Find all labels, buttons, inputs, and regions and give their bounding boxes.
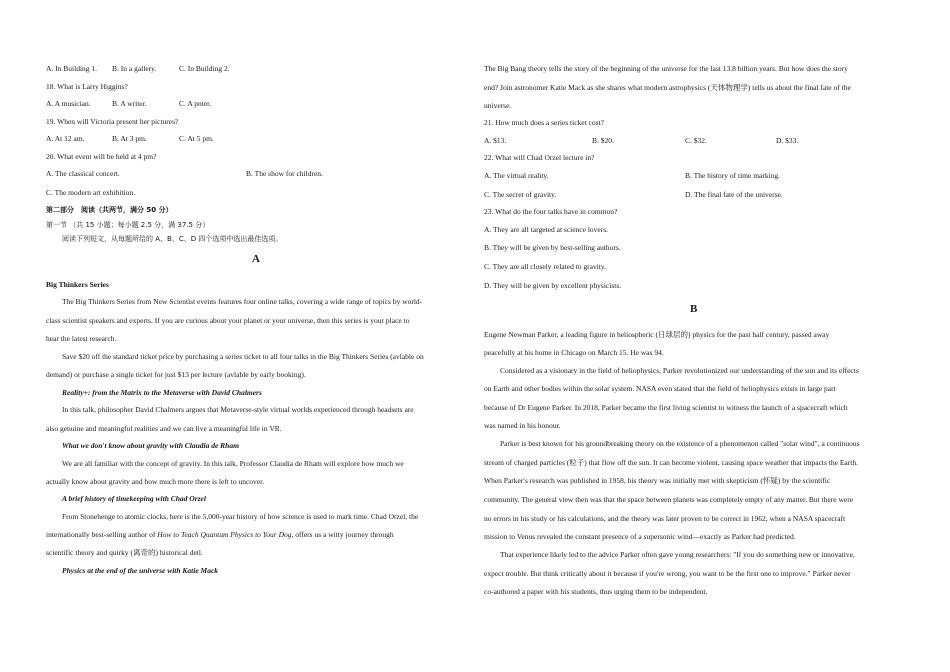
passage-a-letter: A xyxy=(252,253,260,265)
intro-line: hear the latest research. xyxy=(46,334,117,343)
q18-option-a: A. A musician. xyxy=(46,99,91,108)
talk-1-line: In this talk, philosopher David Chalmers argues that Metaverse-style virtual worlds experienced through headsets are xyxy=(62,405,414,414)
talk-4-line: universe. xyxy=(484,101,512,110)
b-para4-line: co-authored a paper with his students, thus urging them to be independent. xyxy=(484,587,708,596)
talk-4-title: Physics at the end of the universe with Katie Mack xyxy=(62,566,219,575)
q17-option-b: B. In a gallery. xyxy=(112,64,157,73)
question-19: 19. When will Victoria present her pictures? xyxy=(46,117,179,126)
question-22: 22. What will Chad Orzel lecture in? xyxy=(484,153,595,162)
q23-option-a: A. They are all targeted at science lovers. xyxy=(484,225,609,234)
passage-b-letter: B xyxy=(690,303,698,315)
q17-option-a: A. In Building 1. xyxy=(46,64,98,73)
talk-3-line: scientific theory and quirky (离奇的) historical detl. xyxy=(46,548,203,557)
talk-2-line: actually know about gravity and how much more there is left to uncover. xyxy=(46,477,265,486)
passage-a-title: Big Thinkers Series xyxy=(46,280,109,289)
q20-option-c: C. The modern art exhibition. xyxy=(46,188,136,197)
q19-option-a: A. At 12 am. xyxy=(46,134,85,143)
intro-line: class scientist speakers and experts. If you are curious about your planet or your universe, then this series is your place to xyxy=(46,316,410,325)
b-para2-line: because of Dr Eugene Parker. In 2018, Parker became the first living scientist to witness the launch of a spacecraft which xyxy=(484,403,848,412)
q17-option-c: C. In Building 2. xyxy=(179,64,230,73)
q20-option-b: B. The show for children. xyxy=(246,169,323,178)
q23-option-c: C. They are all closely related to gravity. xyxy=(484,262,607,271)
part-two-heading: 第二部分 阅读（共两节，满分 50 分） xyxy=(46,206,173,214)
q22-option-b: B. The history of time marking. xyxy=(685,171,781,180)
q19-option-b: B. At 3 pm. xyxy=(112,134,147,143)
question-18: 18. What is Larry Higgins? xyxy=(46,82,128,91)
b-para4-line: That experience likely led to the advice Parker often gave young researchers: "If you do something new or innovative, xyxy=(500,550,855,559)
q20-option-a: A. The classical concert. xyxy=(46,169,120,178)
q22-option-c: C. The secret of gravity. xyxy=(484,190,557,199)
talk-1-line: also genuine and meaningful realities and we can live a meaningful life in VR. xyxy=(46,424,282,433)
b-para3-line: no errors in his study or his calculations, and the theory was later proven to be correct in 1962, when a NASA spacecraft xyxy=(484,514,846,523)
b-para3-line: Parker is best known for his groundbreaking theory on the existence of a phenomenon called "solar wind", a continuous xyxy=(500,439,860,448)
talk-3-line-end: , offers us a witty journey through xyxy=(291,530,394,539)
b-para1-line: peacefully at his home in Chicago on March 15. He was 94. xyxy=(484,348,664,357)
q19-option-c: C. At 5 pm. xyxy=(179,134,214,143)
b-para3-line: community. The general view then was that the space between planets was completely empty of any matter. But there were xyxy=(484,495,854,504)
question-20: 20. What event will be held at 4 pm? xyxy=(46,152,157,161)
talk-3-line-start: internationally best-selling author of xyxy=(46,530,158,539)
b-para2-line: was named in his honour. xyxy=(484,421,561,430)
q22-option-d: D. The final fate of the universe. xyxy=(685,190,783,199)
b-para3-line: mission to Venus revealed the constant presence of a supersonic wind—exactly as Parker had predicted. xyxy=(484,532,796,541)
b-para3-line: When Parker′s research was published in 1958, his theory was initially met with skepticism (怀疑) by the scientific xyxy=(484,476,831,485)
reading-instruction: 阅读下列短文，从每题所给的 A、B、C、D 四个选项中选出最佳选项。 xyxy=(62,235,283,243)
q21-option-a: A. $13. xyxy=(484,136,507,145)
q18-option-b: B. A writer. xyxy=(112,99,147,108)
b-para2-line: on Earth and other bodies within the solar system. NASA even stated that the field of heliophysics exists in large part xyxy=(484,384,836,393)
talk-3-line xyxy=(46,530,394,540)
question-21: 21. How much does a series ticket cost? xyxy=(484,118,604,127)
talk-1-title: Reality+: from the Matrix to the Metaverse with David Chalmers xyxy=(62,388,262,397)
q21-option-b: B. $20. xyxy=(592,136,614,145)
b-para3-line: stream of charged particles (粒子) that flow off the sun. It can become violent, causing space weather that impacts the Earth. xyxy=(484,458,858,467)
question-23: 23. What do the four talks have in common? xyxy=(484,207,618,216)
b-para4-line: expect trouble. But think critically about it because if you′re wrong, you want to be the first one to improve." Parker never xyxy=(484,569,851,578)
q18-option-c: C. A pnter. xyxy=(179,99,212,108)
talk-4-line: end? Join astronomer Katie Mack as she shares what modern astrophysics (天体物理学) tells us about the final fate of the xyxy=(484,83,851,92)
b-para1-line: Eugene Newman Parker, a leading figure in heliospheric (日球层的) physics for the past half century, passed away xyxy=(484,330,830,339)
b-para2-line: Considered as a visionary in the field of heliophysics, Parker revolutionized our understanding of the sun and its effects xyxy=(500,366,859,375)
intro-line: The Big Thinkers Series from New Scientist events features four online talks, covering a wide range of topics by world- xyxy=(62,297,423,306)
talk-2-title: What we don′t know about gravity with Claudia de Rham xyxy=(62,441,239,450)
q22-option-a: A. The virtual reality. xyxy=(484,171,549,180)
price-line: demand) or purchase a single ticket for just $13 per lecture (avlable by early booking). xyxy=(46,370,306,379)
book-title: How to Teach Quantum Physics to Your Dog xyxy=(157,530,292,539)
talk-3-line: From Stonehenge to atomic clocks, here is the 5,000-year history of how science is used to mark time. Chad Orzel, the xyxy=(62,512,419,521)
section-one-heading: 第一节 （共 15 小题；每小题 2.5 分，满 37.5 分） xyxy=(46,221,210,229)
q23-option-b: B. They will be given by best-selling authors. xyxy=(484,243,621,252)
q21-option-c: C. $32. xyxy=(685,136,707,145)
talk-4-line: The Big Bang theory tells the story of the beginning of the universe for the last 13.8 billion years. But how does the story xyxy=(484,64,848,73)
talk-3-title: A brief history of timekeeping with Chad Orzel xyxy=(62,494,206,503)
talk-2-line: We are all familiar with the concept of gravity. In this talk, Professor Claudia de Rham will explore how much we xyxy=(62,459,404,468)
price-line: Save $20 off the standard ticket price by purchasing a series ticket to all four talks in the Big Thinkers Series (avlable on xyxy=(62,352,424,361)
q23-option-d: D. They will be given by excellent physicists. xyxy=(484,281,622,290)
q21-option-d: D. $33. xyxy=(776,136,799,145)
